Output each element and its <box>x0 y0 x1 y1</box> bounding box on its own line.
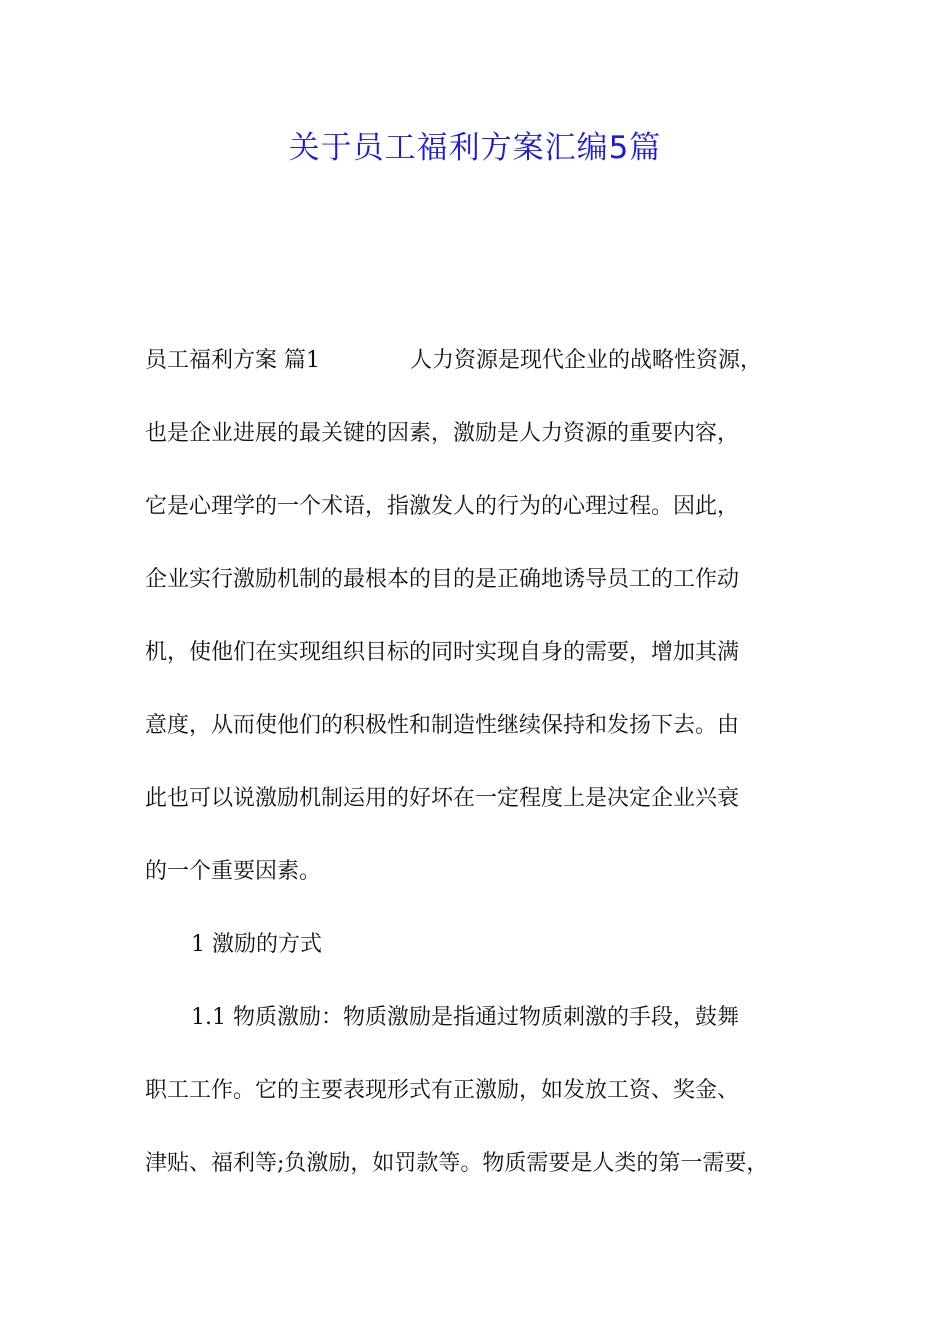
paragraph-line <box>145 338 825 411</box>
paragraph-line: 津贴、福利等;负激励，如罚款等。物质需要是人类的第一需要， <box>145 1151 769 1176</box>
paragraph-line: 1.1 物质激励：物质激励是指通过物质刺激的手段，鼓舞 <box>191 1005 739 1030</box>
paragraph-line: 此也可以说激励机制运用的好坏在一定程度上是决定企业兴衰 <box>145 786 740 811</box>
paragraph-line: 企业实行激励机制的最根本的目的是正确地诱导员工的工作动 <box>145 567 740 592</box>
paragraph-line: 职工工作。它的主要表现形式有正激励，如发放工资、奖金、 <box>145 1078 740 1103</box>
subheading-line: 1 激励的方式 <box>191 932 322 957</box>
paragraph-line: 它是心理学的一个术语，指激发人的行为的心理过程。因此， <box>145 494 740 519</box>
document-body <box>145 338 825 1214</box>
section-heading: 员工福利方案 篇1 <box>145 348 320 373</box>
paragraph-text: 人力资源是现代企业的战略性资源， <box>410 348 763 373</box>
paragraph-line: 的一个重要因素。 <box>145 859 322 884</box>
paragraph-line: 意度，从而使他们的积极性和制造性继续保持和发扬下去。由 <box>145 713 740 738</box>
document-title: 关于员工福利方案汇编5篇 <box>288 130 662 166</box>
paragraph-line: 也是企业进展的最关键的因素，激励是人力资源的重要内容， <box>145 421 740 446</box>
paragraph-line: 机，使他们在实现组织目标的同时实现自身的需要，增加其满 <box>145 640 740 665</box>
